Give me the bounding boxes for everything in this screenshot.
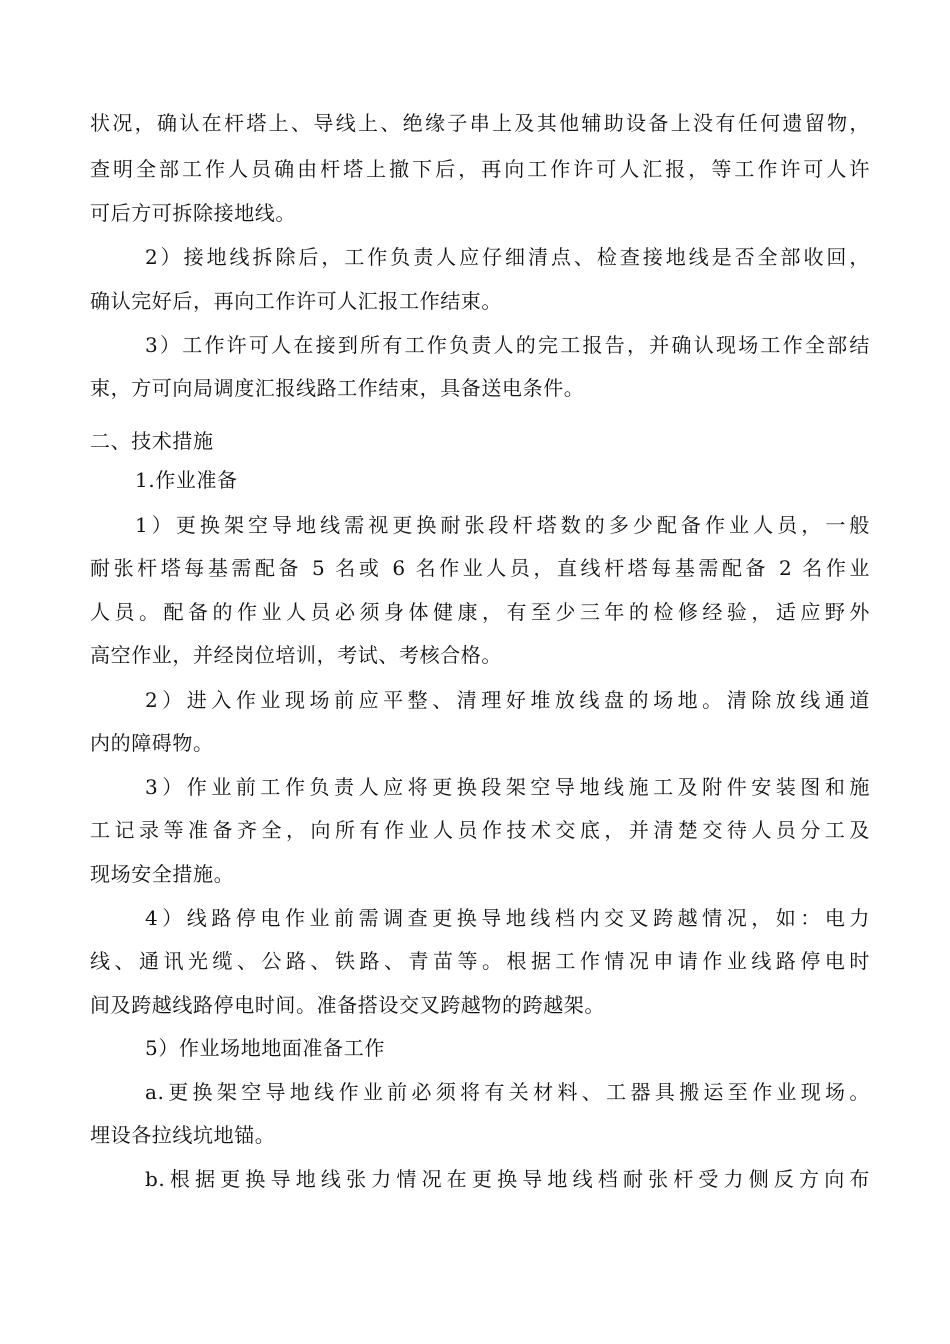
text-line: 2）进入作业现场前应平整、清理好堆放线盘的场地。清除放线通道 [145,688,870,712]
text-line: a.更换架空导地线作业前必须将有关材料、工器具搬运至作业现场。 [145,1080,870,1104]
subsection-heading: 1.作业准备 [135,468,238,492]
text-line: 现场安全措施。 [90,862,235,886]
text-line: 2）接地线拆除后，工作负责人应仔细清点、检查接地线是否全部收回， [145,245,870,269]
text-line: 确认完好后，再向工作许可人汇报工作结束。 [90,289,502,313]
text-line: 间及跨越线路停电时间。准备搭设交叉跨越物的跨越架。 [90,993,605,1017]
text-line: 1）更换架空导地线需视更换耐张段杆塔数的多少配备作业人员，一般 [135,513,870,537]
text-line: 查明全部工作人员确由杆塔上撤下后，再向工作许可人汇报，等工作许可人许 [90,157,870,181]
text-line: 高空作业，并经岗位培训，考试、考核合格。 [90,643,502,667]
text-line: 线、通讯光缆、公路、铁路、青苗等。根据工作情况申请作业线路停电时 [90,949,870,973]
text-line: 束，方可向局调度汇报线路工作结束，具备送电条件。 [90,376,585,400]
text-line: 5）作业场地地面准备工作 [145,1036,385,1060]
text-line: b.根据更换导地线张力情况在更换导地线档耐张杆受力侧反方向布 [145,1167,870,1191]
section-heading: 二、技术措施 [90,429,214,453]
text-line: 3）作业前工作负责人应将更换段架空导地线施工及附件安装图和施 [145,775,870,799]
text-line: 4）线路停电作业前需调查更换导地线档内交叉跨越情况，如：电力 [145,906,870,930]
text-line: 耐张杆塔每基需配备 5 名或 6 名作业人员，直线杆塔每基需配备 2 名作业 [90,556,870,580]
text-line: 人员。配备的作业人员必须身体健康，有至少三年的检修经验，适应野外 [90,600,870,624]
text-line: 工记录等准备齐全，向所有作业人员作技术交底，并清楚交待人员分工及 [90,818,870,842]
text-line: 可后方可拆除接地线。 [90,201,296,225]
text-line: 状况，确认在杆塔上、导线上、绝缘子串上及其他辅助设备上没有任何遗留物， [90,111,870,135]
text-line: 3）工作许可人在接到所有工作负责人的完工报告，并确认现场工作全部结 [145,333,870,357]
text-line: 埋设各拉线坑地锚。 [90,1123,276,1147]
text-line: 内的障碍物。 [90,731,214,755]
